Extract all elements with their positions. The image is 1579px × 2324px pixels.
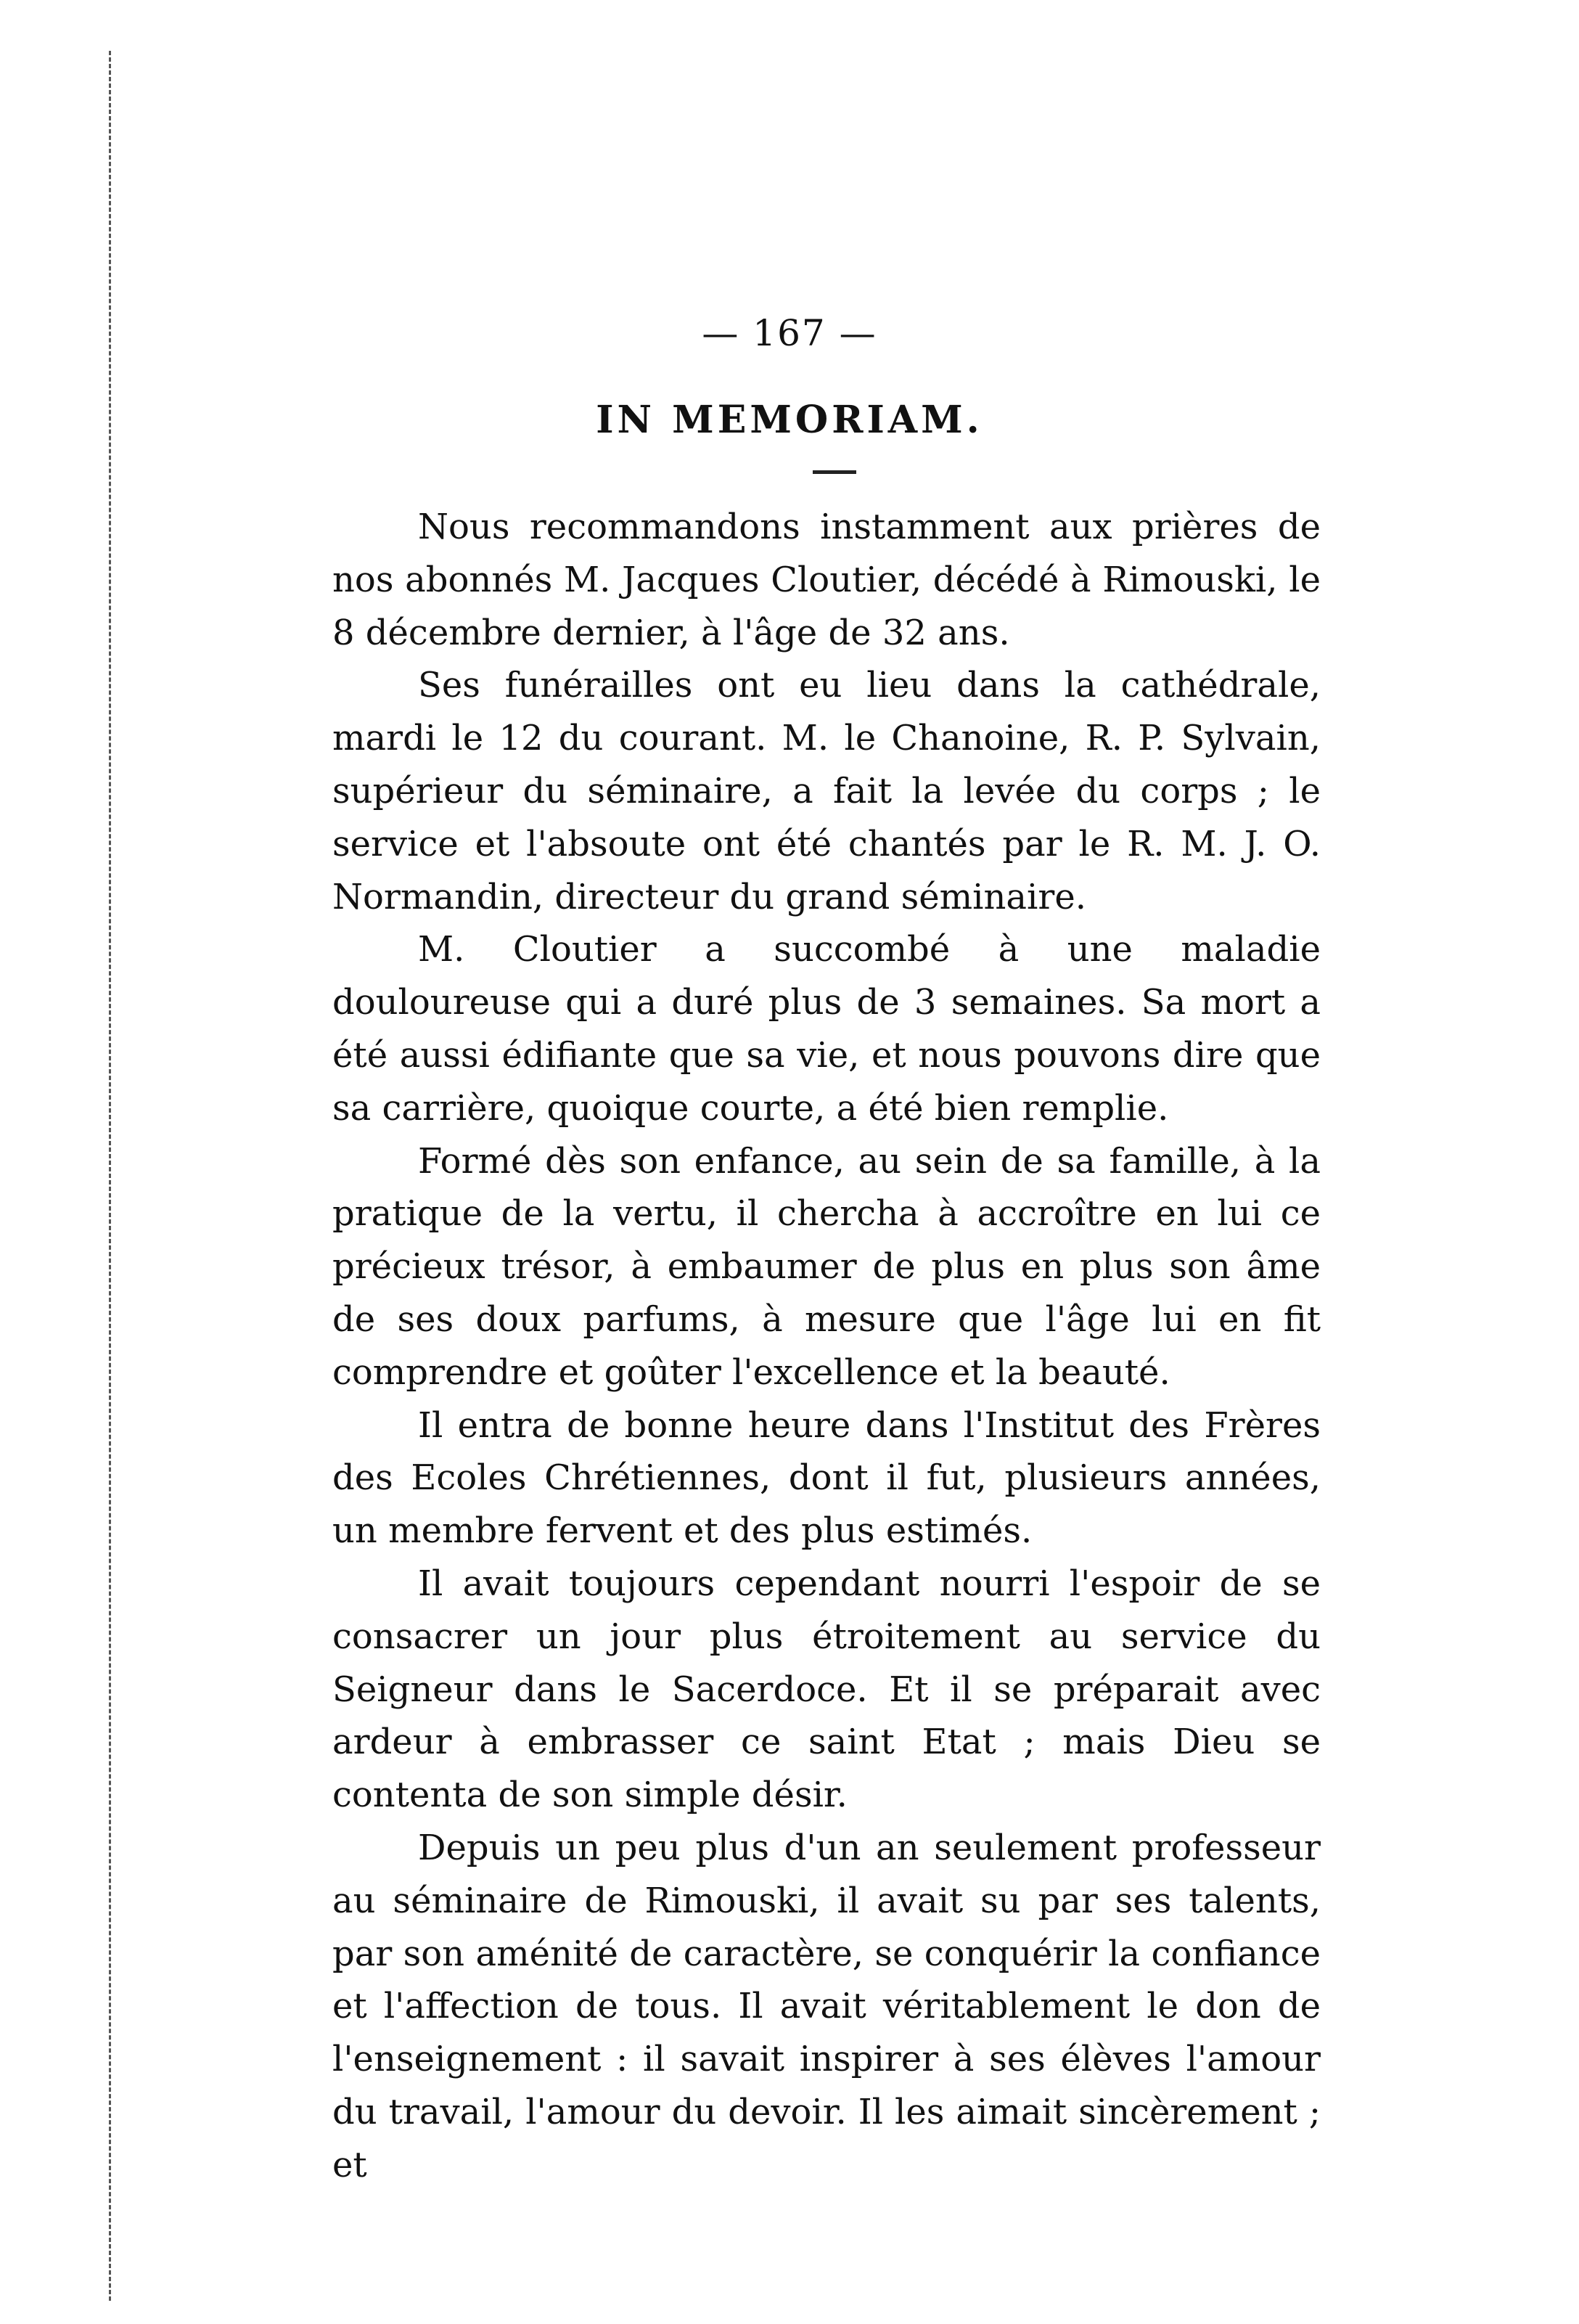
- paragraph: Il avait toujours cependant nourri l'espoir de se consacrer un jour plus étroitement au service du Seigneur dans le Sacerdoce. Et il se préparait avec ardeur à embrasser ce saint Etat ; mais Dieu se contenta de son simple désir.: [332, 1563, 1321, 1816]
- heading-rule: [813, 470, 856, 474]
- paragraph: Il entra de bonne heure dans l'Institut des Frères des Ecoles Chrétiennes, dont il fut, plusieurs années, un membre fervent et des plus estimés.: [332, 1404, 1321, 1552]
- page-number: — 167 —: [702, 312, 877, 354]
- page-heading: IN MEMORIAM.: [596, 398, 983, 442]
- paragraph: Nous recommandons instamment aux prières de nos abonnés M. Jacques Cloutier, décédé à Rimouski, le 8 décembre dernier, à l'âge de 32 ans.: [332, 507, 1321, 653]
- page-edge-line: [109, 51, 111, 2301]
- paragraph: Ses funérailles ont eu lieu dans la cathédrale, mardi le 12 du courant. M. le Chanoine, R. P. Sylvain, supérieur du séminaire, a fait la levée du corps ; le service et l'absoute ont été chantés par le R. M. J. O. Normandin, directeur du grand séminaire.: [332, 665, 1321, 917]
- paragraph: Formé dès son enfance, au sein de sa famille, à la pratique de la vertu, il chercha à accroître en lui ce précieux trésor, à embaumer de plus en plus son âme de ses doux parfums, à mesure que l'âge lui en fit comprendre et goûter l'excellence et la beauté.: [332, 1140, 1321, 1393]
- paragraph: M. Cloutier a succombé à une maladie douloureuse qui a duré plus de 3 semaines. Sa mort a été aussi édifiante que sa vie, et nous pouvons dire que sa carrière, quoique courte, a été bien remplie.: [332, 929, 1321, 1129]
- paragraph: Depuis un peu plus d'un an seulement professeur au séminaire de Rimouski, il avait su par ses talents, par son aménité de caractère, se conquérir la confiance et l'affection de tous. Il avait véritablement le don de l'enseignement : il savait inspirer à ses élèves l'amour du travail, l'amour du devoir. Il les aimait sincèrement ; et: [332, 1827, 1321, 2185]
- article-body: [332, 501, 1321, 2192]
